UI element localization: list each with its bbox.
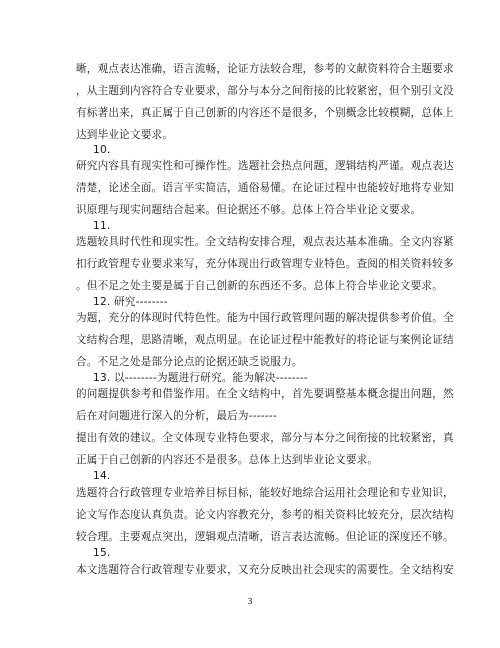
body-text-line: 的问题提供参考和借鉴作用。在全文结构中，首先要调整基本概念提出问题，然 [76, 388, 454, 400]
body-text-line: 文结构合理，思路清晰，观点明显。在论证过程中能教好的将论证与案例论证结 [76, 334, 454, 346]
body-text-line: 论文写作态度认真负责。论文内容教充分，参考的相关资料比较充分，层次结构 [76, 509, 454, 521]
item-number: 14. [93, 470, 111, 482]
body-text-line: 提出有效的建议。全文体现专业特色要求，部分与本分之间衔接的比较紧密，真 [76, 432, 454, 444]
body-text-line: 本文选题符合行政管理专业要求，又充分反映出社会现实的需要性。全文结构安 [76, 564, 454, 576]
body-text-line: 识原理与现实问题结合起来。但论据还不够。总体上符合毕业论文要求。 [76, 204, 422, 216]
body-text-line: ，从主题到内容符合专业要求，部分与本分之间衔接的比较紧密，但个别引文没 [76, 85, 454, 97]
item-number: 11. [93, 220, 111, 232]
item-number: 10. [93, 144, 111, 156]
body-text-line: 后在对问题进行深入的分析，最后为------- [76, 410, 277, 422]
body-text-line: 较合理。主要观点突出，逻辑观点清晰，语言表达流畅。但论证的深度还不够。 [76, 531, 454, 543]
body-text-line: 清楚，论述全面。语言平实简洁，通俗易懂。在论证过程中也能较好地将专业知 [76, 182, 454, 194]
body-text-line: 扣行政管理专业要求来写，充分体现出行政管理专业特色。查阅的相关资料较多 [76, 258, 454, 270]
body-text-line: 为题，充分的体现时代特色性。能为中国行政管理问题的解决提供参考价值。全 [76, 312, 454, 324]
item-number: 12. 研究-------- [93, 296, 168, 308]
body-text-line: 正属于自己创新的内容还不是很多。总体上达到毕业论文要求。 [76, 454, 379, 466]
body-text-line: 选题符合行政管理专业培养目标目标，能较好地综合运用社会理论和专业知识， [76, 487, 454, 499]
body-text-line: 。但不足之处主要是属于自己创新的东西还不多。总体上符合毕业论文要求。 [76, 280, 443, 292]
body-text-line: 合。不足之处是部分论点的论据还缺乏说服力。 [76, 356, 303, 368]
body-text-line: 达到毕业论文要求。 [76, 129, 174, 141]
item-number: 15. [93, 547, 111, 559]
body-text-line: 有标著出来，真正属于自己创新的内容还不是很多，个别概念比较模糊，总体上 [76, 107, 454, 119]
item-number: 13. 以--------为题进行研究。能为解决-------- [93, 372, 308, 384]
body-text-line: 选题较具时代性和现实性。全文结构安排合理，观点表达基本准确。全文内容紧 [76, 236, 454, 248]
body-text-line: 晰，观点表达准确，语言流畅，论证方法较合理，参考的文献资料符合主题要求 [76, 63, 454, 75]
body-text-line: 研究内容具有现实性和可操作性。选题社会热点问题，逻辑结构严谨。观点表达 [76, 160, 454, 172]
page-number: 3 [247, 597, 253, 606]
